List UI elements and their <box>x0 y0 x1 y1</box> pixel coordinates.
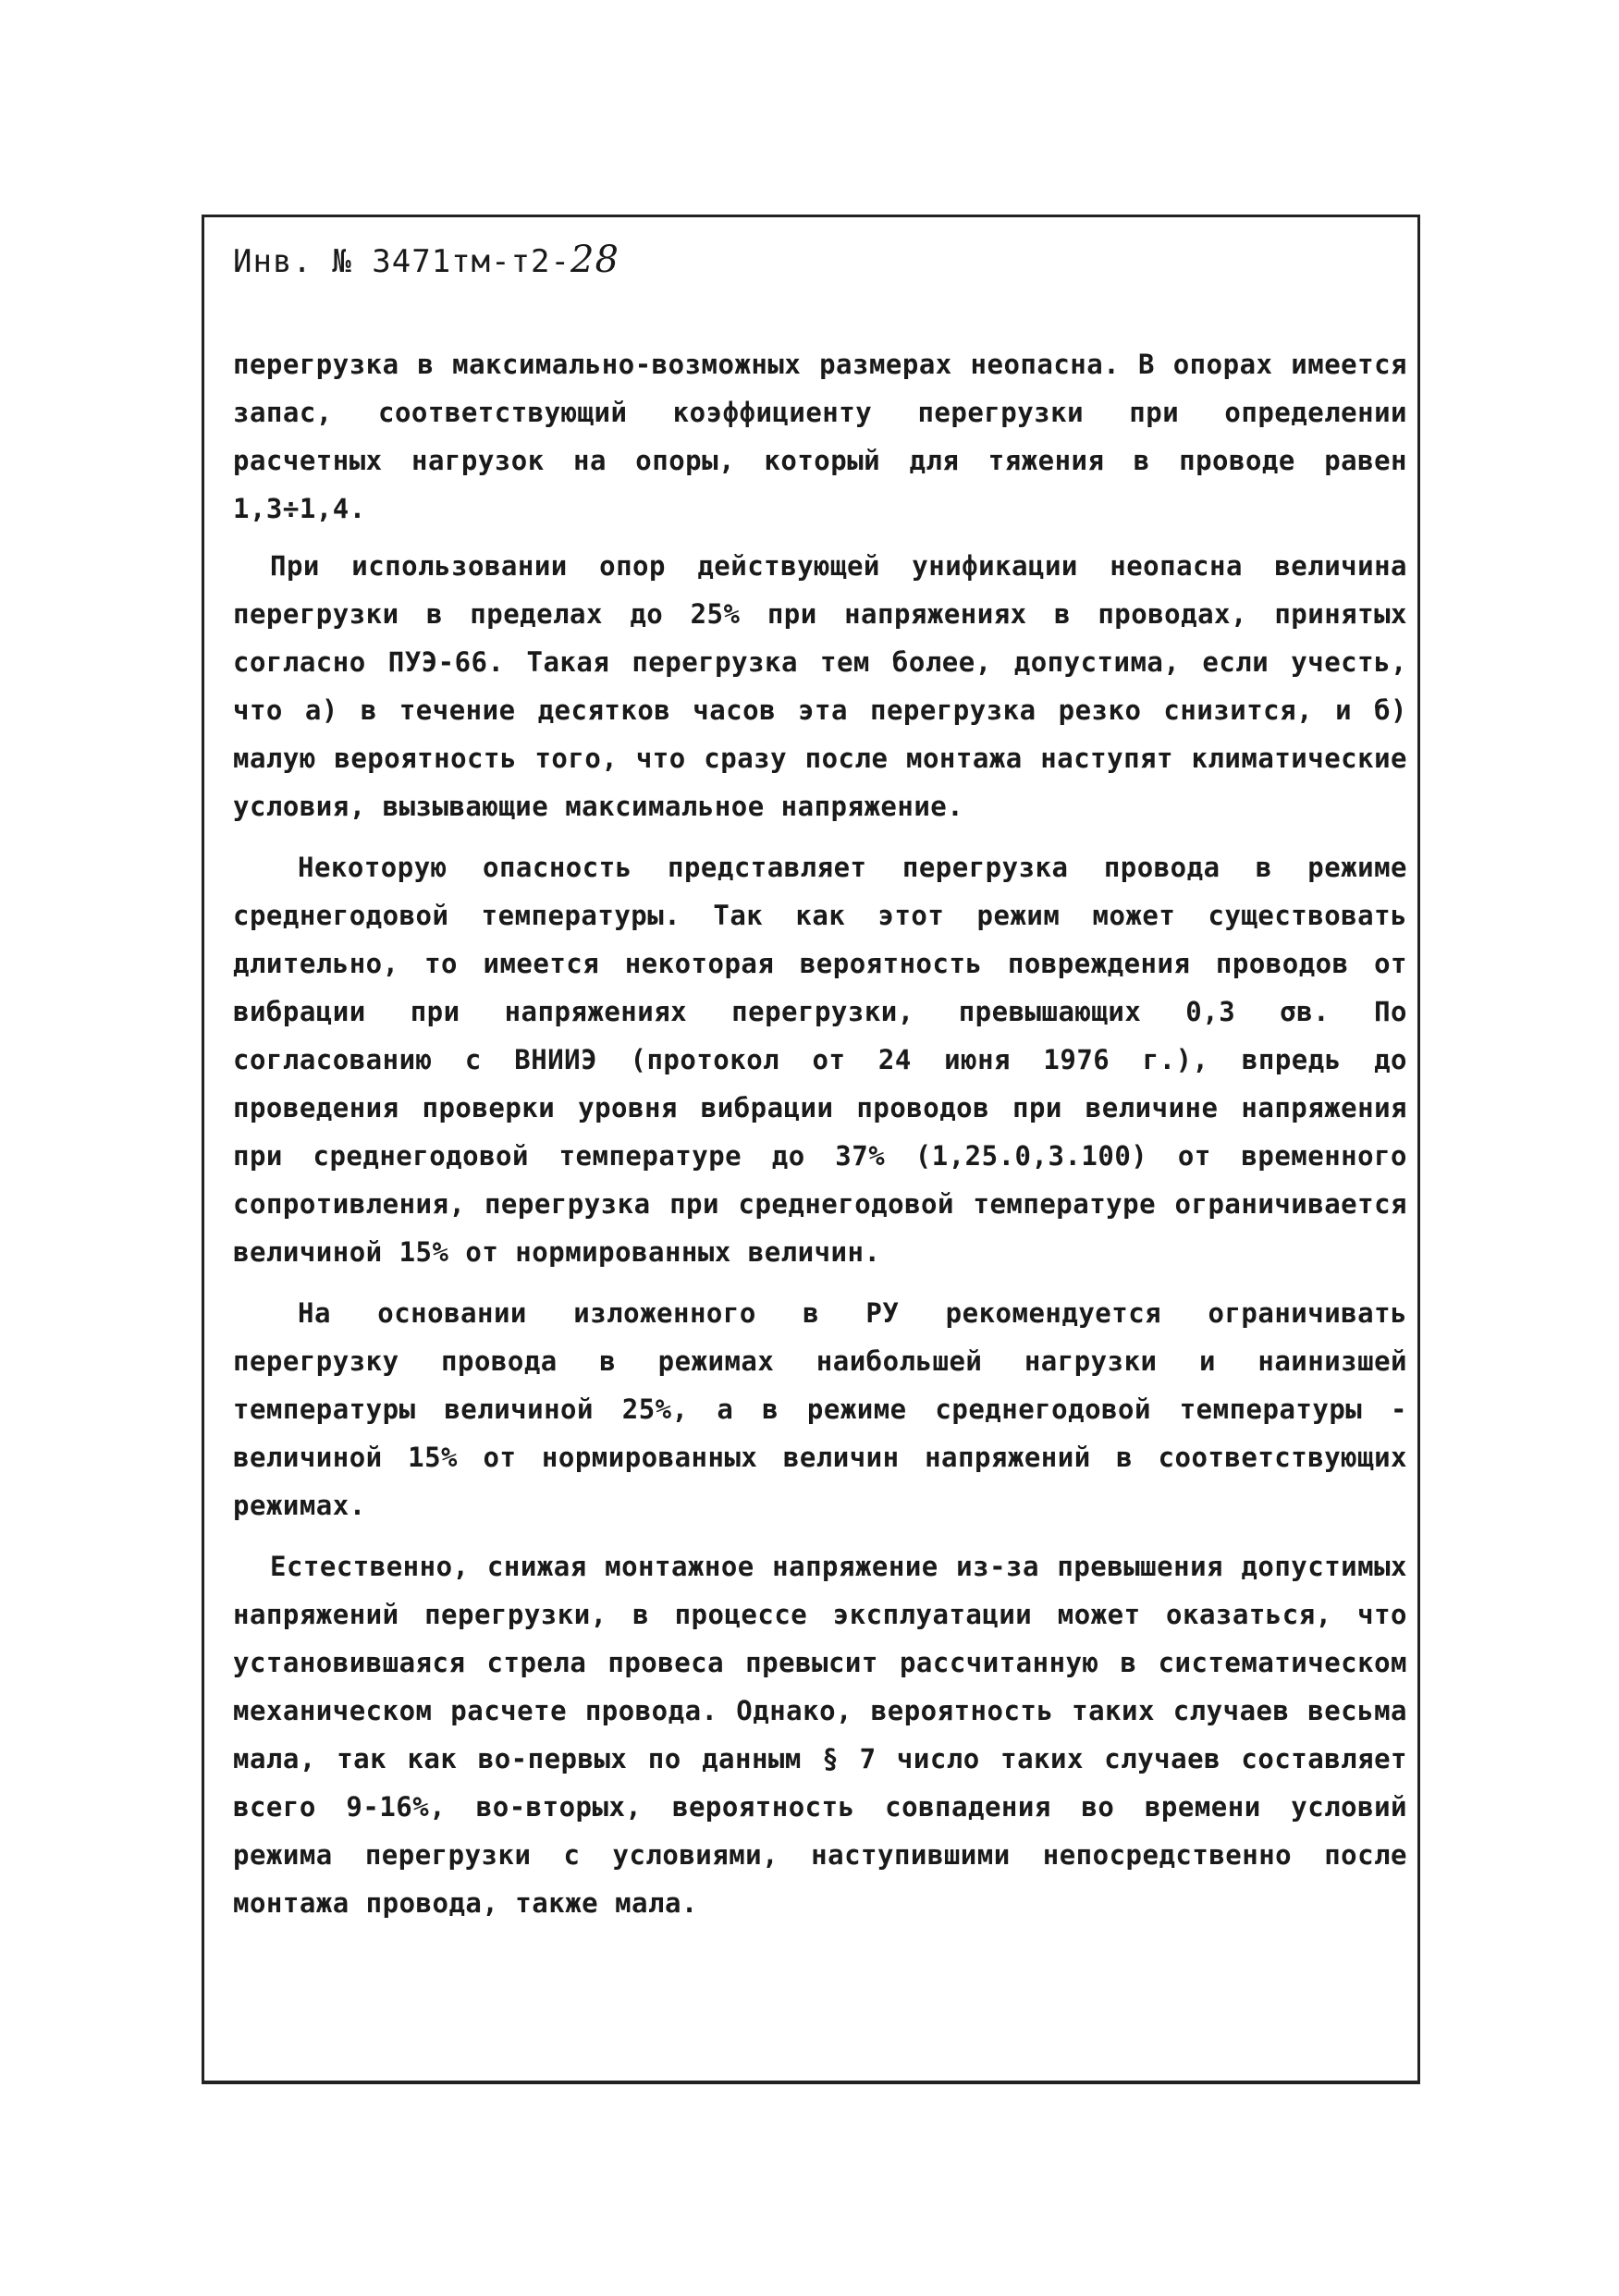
paragraph-3: Некоторую опасность представляет перегрузка провода в режиме среднегодовой температуры. Так как этот режим может существовать длительно, то имеется некоторая вероятность повреждения проводов от вибрации при напряжениях перегрузки, превышающих 0,3 σв. По согласованию с ВНИИЭ (протокол от 24 июня 1976 г.), впредь до проведения проверки уровня вибрации проводов при величине напряжения при среднегодовой температуре до 37% (1,25.0,3.100) от временного сопротивления, перегрузка при среднегодовой температуре ограничивается величиной 15% от нормированных величин. <box>233 852 1407 1268</box>
inventory-page-handwritten: 28 <box>570 239 619 281</box>
paragraph-4: На основании изложенного в РУ рекомендуется ограничивать перегрузку провода в режимах наибольшей нагрузки и наинизшей температуры величиной 25%, а в режиме среднегодовой температуры - величиной 15% от нормированных величин напряжений в соответствующих режимах. <box>233 1297 1407 1521</box>
document-body <box>233 340 1407 1940</box>
paragraph-1: перегрузка в максимально-возможных размерах неопасна. В опорах имеется запас, соответствующий коэффициенту перегрузки при определении расчетных нагрузок на опоры, который для тяжения в проводе равен 1,3÷1,4. <box>233 349 1407 524</box>
paragraph-5: Естественно, снижая монтажное напряжение из-за превышения допустимых напряжений перегрузки, в процессе эксплуатации может оказаться, что установившаяся стрела провеса превысит рассчитанную в систематическом механическом расчете провода. Однако, вероятность таких случаев весьма мала, так как во-первых по данным § 7 число таких случаев составляет всего 9-16%, во-вторых, вероятность совпадения во времени условий режима перегрузки с условиями, наступившими непосредственно после монтажа провода, также мала. <box>233 1551 1407 1919</box>
inventory-number <box>233 239 619 281</box>
paragraph-2: При использовании опор действующей унификации неопасна величина перегрузки в пределах до 25% при напряжениях в проводах, принятых согласно ПУЭ-66. Такая перегрузка тем более, допустима, если учесть, что а) в течение десятков часов эта перегрузка резко снизится, и б) малую вероятность того, что сразу после монтажа наступят климатические условия, вызывающие максимальное напряжение. <box>233 550 1407 822</box>
inventory-prefix: Инв. № 3471тм-т2- <box>233 243 570 280</box>
